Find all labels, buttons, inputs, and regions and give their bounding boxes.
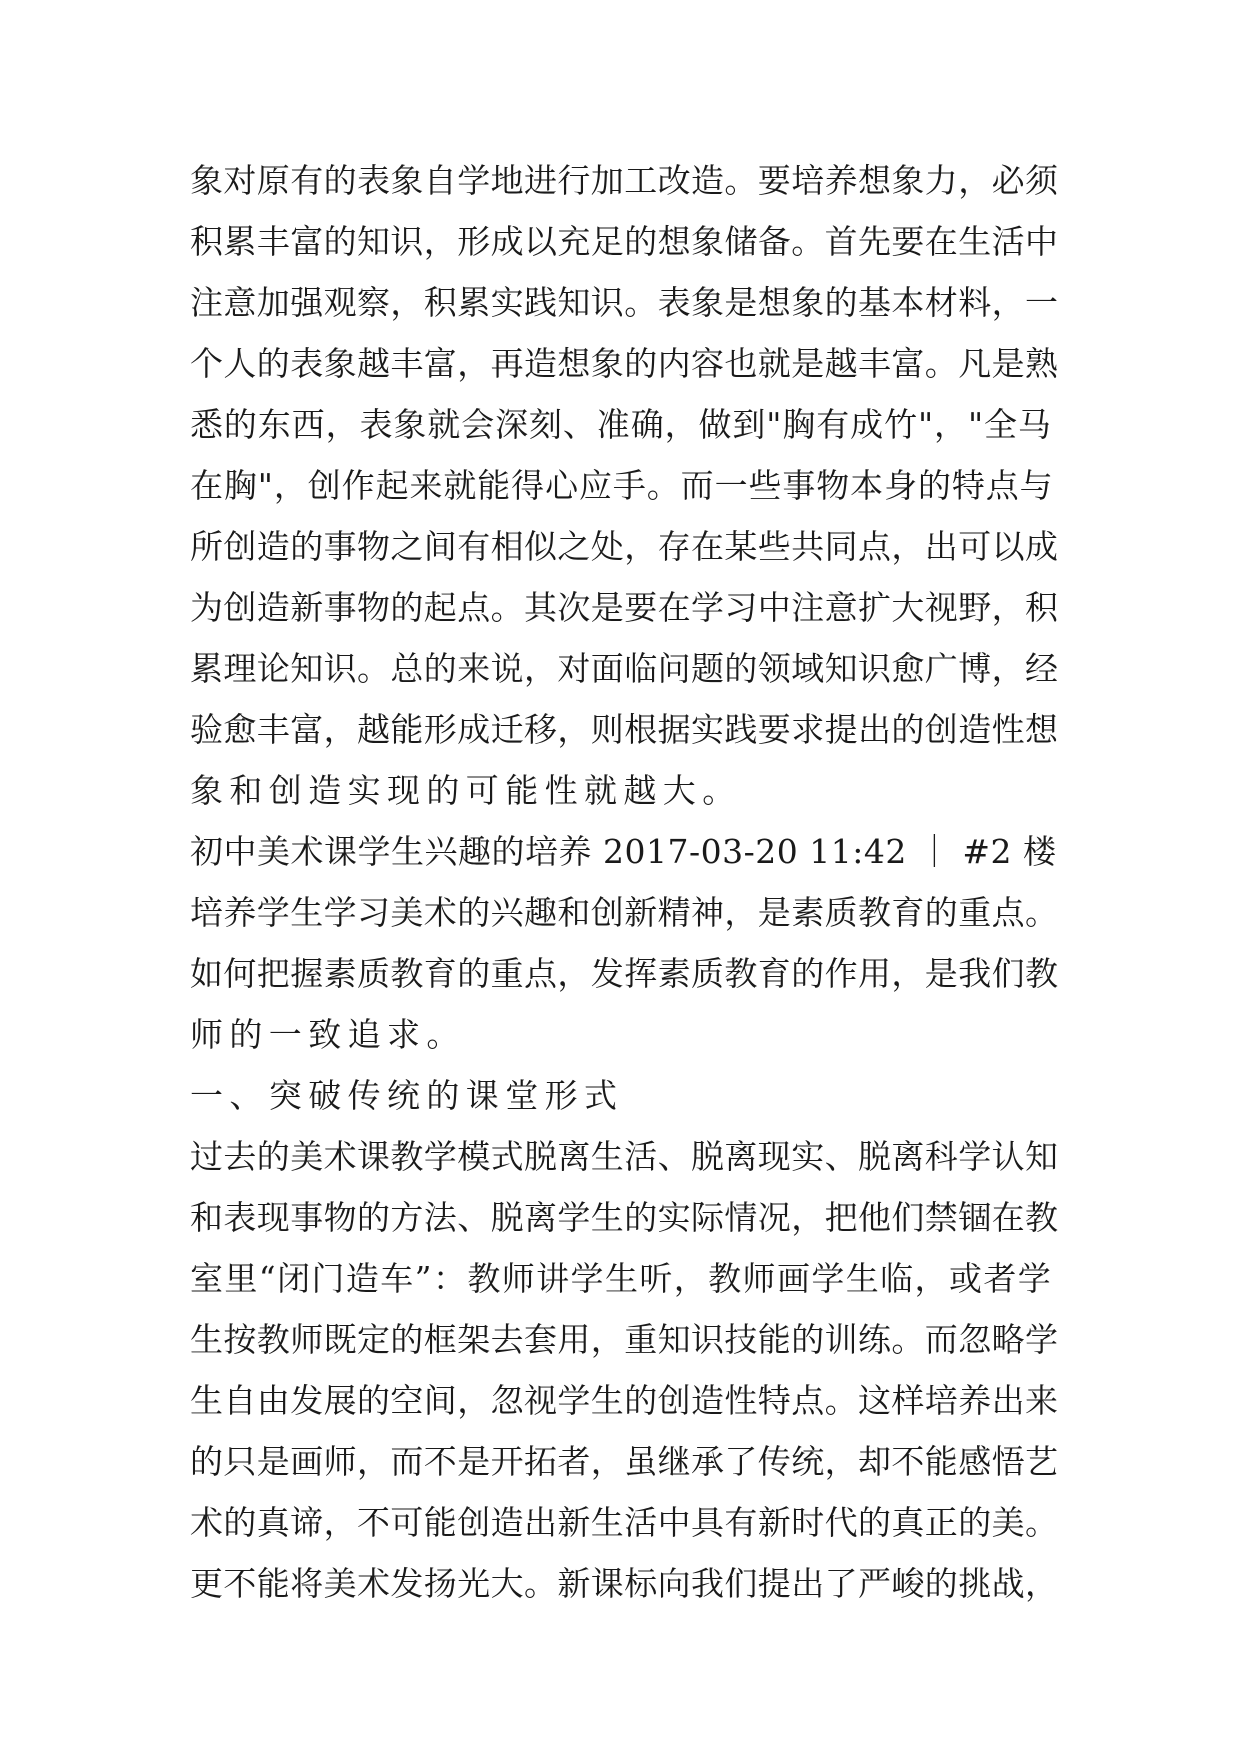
text-line: 培养学生学习美术的兴趣和创新精神，是素质教育的重点。 <box>190 893 1059 932</box>
text-line: 生按教师既定的框架去套用，重知识技能的训练。而忽略学 <box>190 1320 1059 1359</box>
text-line: 在胸"，创作起来就能得心应手。而一些事物本身的特点与 <box>190 466 1054 505</box>
section-heading: 一、突破传统的课堂形式 <box>190 1076 624 1115</box>
text-line: 的只是画师，而不是开拓者，虽继承了传统，却不能感悟艺 <box>190 1442 1059 1481</box>
text-line: 象和创造实现的可能性就越大。 <box>190 771 742 810</box>
post-header-line: 初中美术课学生兴趣的培养 2017-03-20 11:42 ｜ #2 楼 <box>190 832 1057 871</box>
text-line: 累理论知识。总的来说，对面临问题的领域知识愈广博，经 <box>190 649 1059 688</box>
text-line: 注意加强观察，积累实践知识。表象是想象的基本材料，一 <box>190 283 1059 322</box>
text-line: 生自由发展的空间，忽视学生的创造性特点。这样培养出来 <box>190 1381 1059 1420</box>
document-body <box>190 150 1060 1614</box>
text-line: 象对原有的表象自学地进行加工改造。要培养想象力，必须 <box>190 161 1059 200</box>
text-line: 过去的美术课教学模式脱离生活、脱离现实、脱离科学认知 <box>190 1137 1059 1176</box>
text-line: 和表现事物的方法、脱离学生的实际情况，把他们禁锢在教 <box>190 1198 1059 1237</box>
text-line: 室里“闭门造车”：教师讲学生听，教师画学生临，或者学 <box>190 1259 1053 1298</box>
text-line: 验愈丰富，越能形成迁移，则根据实践要求提出的创造性想 <box>190 710 1059 749</box>
text-line: 术的真谛，不可能创造出新生活中具有新时代的真正的美。 <box>190 1503 1059 1542</box>
text-line: 积累丰富的知识，形成以充足的想象储备。首先要在生活中 <box>190 222 1059 261</box>
text-line: 更不能将美术发扬光大。新课标向我们提出了严峻的挑战， <box>190 1564 1059 1603</box>
text-line: 师的一致追求。 <box>190 1015 466 1054</box>
text-line: 为创造新事物的起点。其次是要在学习中注意扩大视野，积 <box>190 588 1059 627</box>
text-line: 个人的表象越丰富，再造想象的内容也就是越丰富。凡是熟 <box>190 344 1059 383</box>
text-line: 悉的东西，表象就会深刻、准确，做到"胸有成竹"，"全马 <box>190 405 1052 444</box>
text-line: 所创造的事物之间有相似之处，存在某些共同点，出可以成 <box>190 527 1059 566</box>
text-line: 如何把握素质教育的重点，发挥素质教育的作用，是我们教 <box>190 954 1059 993</box>
